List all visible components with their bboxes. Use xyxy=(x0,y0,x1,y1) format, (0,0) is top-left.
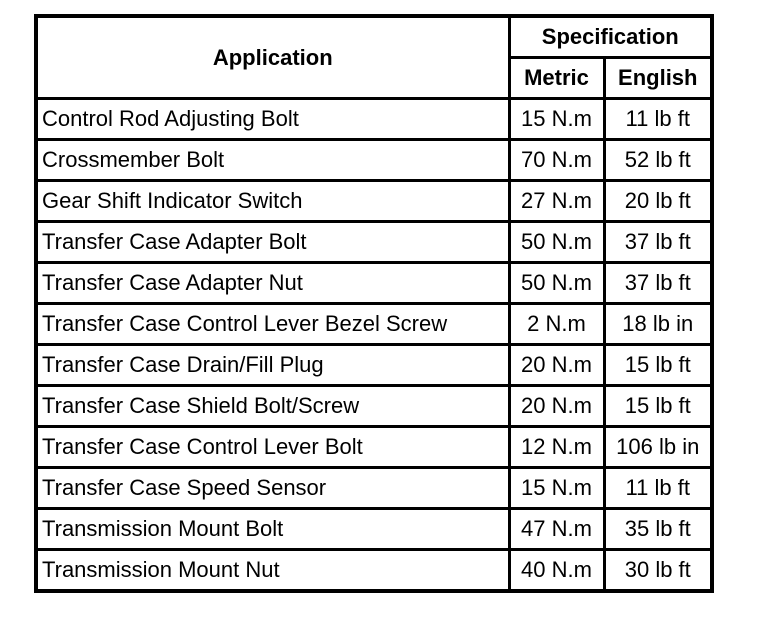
table-row xyxy=(36,222,712,263)
metric-cell: 20 N.m xyxy=(509,345,604,386)
application-cell: Transfer Case Shield Bolt/Screw xyxy=(36,386,509,427)
english-cell: 37 lb ft xyxy=(604,263,712,304)
english-cell: 15 lb ft xyxy=(604,345,712,386)
english-cell: 15 lb ft xyxy=(604,386,712,427)
torque-spec-table-container xyxy=(34,14,710,593)
metric-cell: 70 N.m xyxy=(509,140,604,181)
english-cell: 35 lb ft xyxy=(604,509,712,550)
table-row xyxy=(36,468,712,509)
table-row xyxy=(36,427,712,468)
application-cell: Control Rod Adjusting Bolt xyxy=(36,99,509,140)
table-body xyxy=(36,99,712,592)
application-cell: Crossmember Bolt xyxy=(36,140,509,181)
application-cell: Transfer Case Control Lever Bolt xyxy=(36,427,509,468)
table-row xyxy=(36,181,712,222)
metric-header: Metric xyxy=(509,58,604,99)
metric-cell: 15 N.m xyxy=(509,468,604,509)
english-cell: 20 lb ft xyxy=(604,181,712,222)
english-cell: 30 lb ft xyxy=(604,550,712,592)
english-cell: 52 lb ft xyxy=(604,140,712,181)
table-row xyxy=(36,140,712,181)
metric-cell: 15 N.m xyxy=(509,99,604,140)
application-cell: Transfer Case Control Lever Bezel Screw xyxy=(36,304,509,345)
table-row xyxy=(36,386,712,427)
english-header: English xyxy=(604,58,712,99)
application-cell: Transfer Case Drain/Fill Plug xyxy=(36,345,509,386)
table-header xyxy=(36,16,712,99)
table-row xyxy=(36,345,712,386)
table-row xyxy=(36,550,712,592)
metric-cell: 40 N.m xyxy=(509,550,604,592)
application-cell: Transfer Case Speed Sensor xyxy=(36,468,509,509)
english-cell: 18 lb in xyxy=(604,304,712,345)
application-cell: Transmission Mount Nut xyxy=(36,550,509,592)
metric-cell: 20 N.m xyxy=(509,386,604,427)
application-cell: Gear Shift Indicator Switch xyxy=(36,181,509,222)
table-row xyxy=(36,304,712,345)
metric-cell: 50 N.m xyxy=(509,263,604,304)
table-row xyxy=(36,99,712,140)
metric-cell: 27 N.m xyxy=(509,181,604,222)
application-cell: Transfer Case Adapter Bolt xyxy=(36,222,509,263)
english-cell: 106 lb in xyxy=(604,427,712,468)
application-header: Application xyxy=(36,16,509,99)
metric-cell: 2 N.m xyxy=(509,304,604,345)
specification-header: Specification xyxy=(509,16,712,58)
header-row-top xyxy=(36,16,712,58)
metric-cell: 47 N.m xyxy=(509,509,604,550)
torque-spec-table xyxy=(34,14,714,593)
english-cell: 11 lb ft xyxy=(604,99,712,140)
metric-cell: 12 N.m xyxy=(509,427,604,468)
english-cell: 37 lb ft xyxy=(604,222,712,263)
table-row xyxy=(36,509,712,550)
english-cell: 11 lb ft xyxy=(604,468,712,509)
table-row xyxy=(36,263,712,304)
application-cell: Transmission Mount Bolt xyxy=(36,509,509,550)
metric-cell: 50 N.m xyxy=(509,222,604,263)
application-cell: Transfer Case Adapter Nut xyxy=(36,263,509,304)
